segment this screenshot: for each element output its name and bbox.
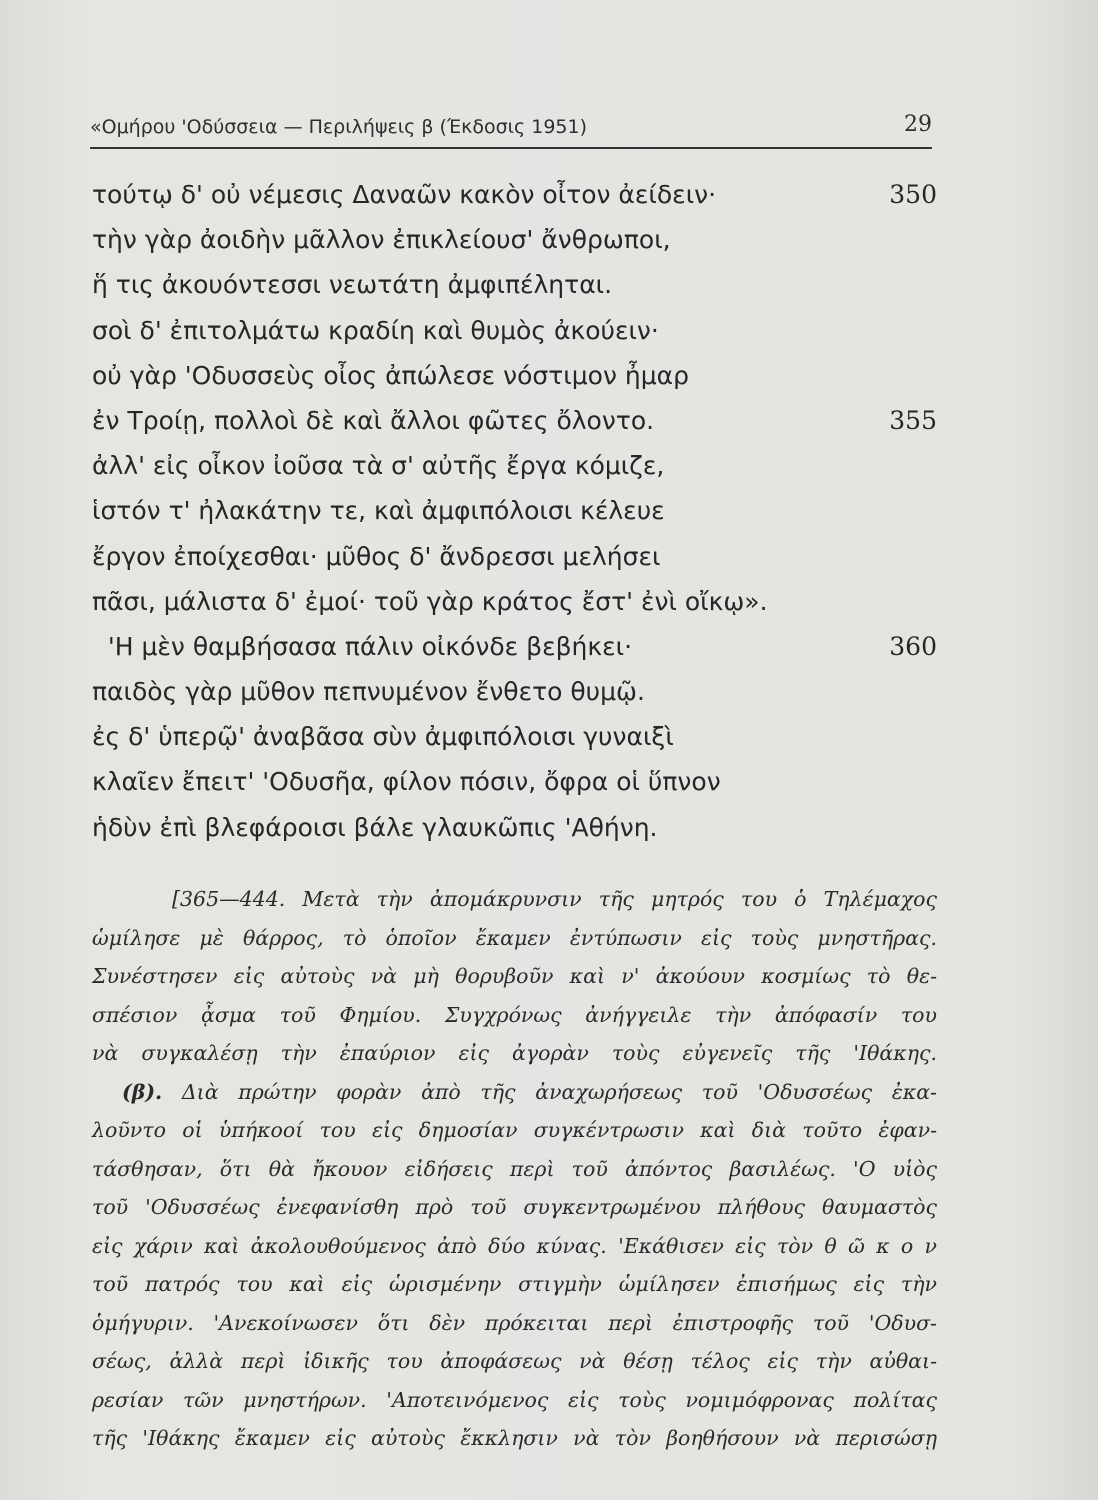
verse-line xyxy=(92,353,937,398)
verse-line xyxy=(92,262,937,307)
verse-text: σοὶ δ' ἐπιτολμάτω κραδίη καὶ θυμὸς ἀκούειν· xyxy=(92,315,659,345)
verse-text: κλαῖεν ἔπειτ' 'Οδυσῆα, φίλον πόσιν, ὄφρα οἱ ὕπνον xyxy=(92,767,721,797)
verse-line xyxy=(92,759,937,804)
commentary-line: Συνέστησεν εἰς αὐτοὺς νὰ μὴ θορυβοῦν καὶ ν' ἀκούουν κοσμίως τὸ θε- xyxy=(92,964,937,988)
line-number: 350 xyxy=(889,180,937,209)
verse-line xyxy=(92,172,937,217)
commentary-block xyxy=(92,880,937,1458)
commentary-text: Διὰ πρώτην φορὰν ἀπὸ τῆς ἀναχωρήσεως τοῦ 'Οδυσσέως ἐκα- xyxy=(181,1079,937,1104)
commentary-line: εἰς χάριν καὶ ἀκολουθούμενος ἀπὸ δύο κύνας. 'Εκάθισεν εἰς τὸν θ ῶ κ ο ν xyxy=(92,1233,937,1258)
verse-line xyxy=(92,624,937,669)
line-number: 360 xyxy=(889,631,937,661)
commentary-line: νὰ συγκαλέσῃ τὴν ἐπαύριον εἰς ἀγορὰν τοὺς εὐγενεῖς τῆς 'Ιθάκης. xyxy=(92,1041,937,1065)
running-header xyxy=(90,112,932,148)
verse-text: ἱστόν τ' ἠλακάτην τε, καὶ ἀμφιπόλοισι κέλευε xyxy=(92,496,665,526)
commentary-line: ὁμήγυριν. 'Ανεκοίνωσεν ὅτι δὲν πρόκειται περὶ ἐπιστροφῆς τοῦ 'Οδυσ- xyxy=(92,1310,937,1335)
verse-text: τούτῳ δ' οὐ νέμεσις Δαναῶν κακὸν οἶτον ἀείδειν· xyxy=(92,180,717,209)
page-number: 29 xyxy=(904,112,932,137)
verse-line xyxy=(92,443,937,488)
commentary-line: σέως, ἀλλὰ περὶ ἰδικῆς του ἀποφάσεως νὰ θέσῃ τέλος εἰς τὴν αὐθαι- xyxy=(92,1349,937,1373)
verse-line xyxy=(92,534,937,579)
commentary-line: τάσθησαν, ὅτι θὰ ἤκουον εἰδήσεις περὶ τοῦ ἀπόντος βασιλέως. 'Ο υἱὸς xyxy=(92,1156,937,1181)
header-rule xyxy=(90,147,932,149)
verse-text: ἐς δ' ὑπερῷ' ἀναβᾶσα σὺν ἀμφιπόλοισι γυναιξὶ xyxy=(92,722,674,752)
verse-line xyxy=(92,579,937,624)
verse-text: πᾶσι, μάλιστα δ' ἐμοί· τοῦ γὰρ κράτος ἔστ' ἐνὶ οἴκῳ». xyxy=(92,586,768,616)
verse-line xyxy=(92,805,937,850)
verse-text: οὐ γὰρ 'Οδυσσεὺς οἶος ἀπώλεσε νόστιμον ἦμαρ xyxy=(92,360,689,390)
commentary-line: τοῦ 'Οδυσσέως ἐνεφανίσθη πρὸ τοῦ συγκεντρωμένου πλήθους θαυμαστὸς xyxy=(92,1195,937,1219)
verse-line xyxy=(92,488,937,533)
verse-line xyxy=(92,308,937,353)
verse-line xyxy=(92,669,937,714)
section-mark: (β). xyxy=(122,1079,163,1104)
verse-text: ἡδὺν ἐπὶ βλεφάροισι βάλε γλαυκῶπις 'Αθήνη. xyxy=(92,812,658,842)
commentary-line xyxy=(92,1073,937,1112)
verse-block xyxy=(92,172,937,850)
commentary-line: τῆς 'Ιθάκης ἔκαμεν εἰς αὐτοὺς ἔκκλησιν νὰ τὸν βοηθήσουν νὰ περισώσῃ xyxy=(92,1426,937,1450)
commentary-line: λοῦντο οἱ ὑπήκοοί του εἰς δημοσίαν συγκέντρωσιν καὶ διὰ τοῦτο ἐφαν- xyxy=(92,1118,937,1142)
verse-text: παιδὸς γὰρ μῦθον πεπνυμένον ἔνθετο θυμῷ. xyxy=(92,677,645,707)
verse-line xyxy=(92,398,937,443)
verse-line xyxy=(92,714,937,759)
verse-text: ἐν Τροίῃ, πολλοὶ δὲ καὶ ἄλλοι φῶτες ὄλοντο. xyxy=(92,405,655,435)
verse-text: τὴν γὰρ ἀοιδὴν μᾶλλον ἐπικλείουσ' ἄνθρωποι, xyxy=(92,225,671,255)
verse-text: ἥ τις ἀκουόντεσσι νεωτάτη ἀμφιπέληται. xyxy=(92,270,613,300)
commentary-line: τοῦ πατρός του καὶ εἰς ὡρισμένην στιγμὴν ὡμίλησεν ἐπισήμως εἰς τὴν xyxy=(92,1272,937,1296)
commentary-line: ρεσίαν τῶν μνηστήρων. 'Αποτεινόμενος εἰς τοὺς νομιμόφρονας πολίτας xyxy=(92,1387,937,1412)
commentary-line: ὡμίλησε μὲ θάρρος, τὸ ὁποῖον ἔκαμεν ἐντύπωσιν εἰς τοὺς μνηστῆρας. xyxy=(92,925,937,950)
verse-line xyxy=(92,217,937,262)
commentary-line: [365—444. Μετὰ τὴν ἀπομάκρυνσιν τῆς μητρός του ὁ Τηλέμαχος xyxy=(172,887,937,911)
verse-text: ἔργον ἐποίχεσθαι· μῦθος δ' ἄνδρεσσι μελήσει xyxy=(92,541,661,571)
running-title: «Ομήρου 'Οδύσσεια — Περιλήψεις β (Έκδοσις 1951) xyxy=(90,116,587,138)
verse-text: ἀλλ' εἰς οἶκον ἰοῦσα τὰ σ' αὐτῆς ἔργα κόμιζε, xyxy=(92,451,665,481)
verse-text: 'Η μὲν θαμβήσασα πάλιν οἰκόνδε βεβήκει· xyxy=(92,631,633,661)
commentary-line: σπέσιον ᾆσμα τοῦ Φημίου. Συγχρόνως ἀνήγγειλε τὴν ἀπόφασίν του xyxy=(92,1002,937,1027)
line-number: 355 xyxy=(889,405,937,435)
